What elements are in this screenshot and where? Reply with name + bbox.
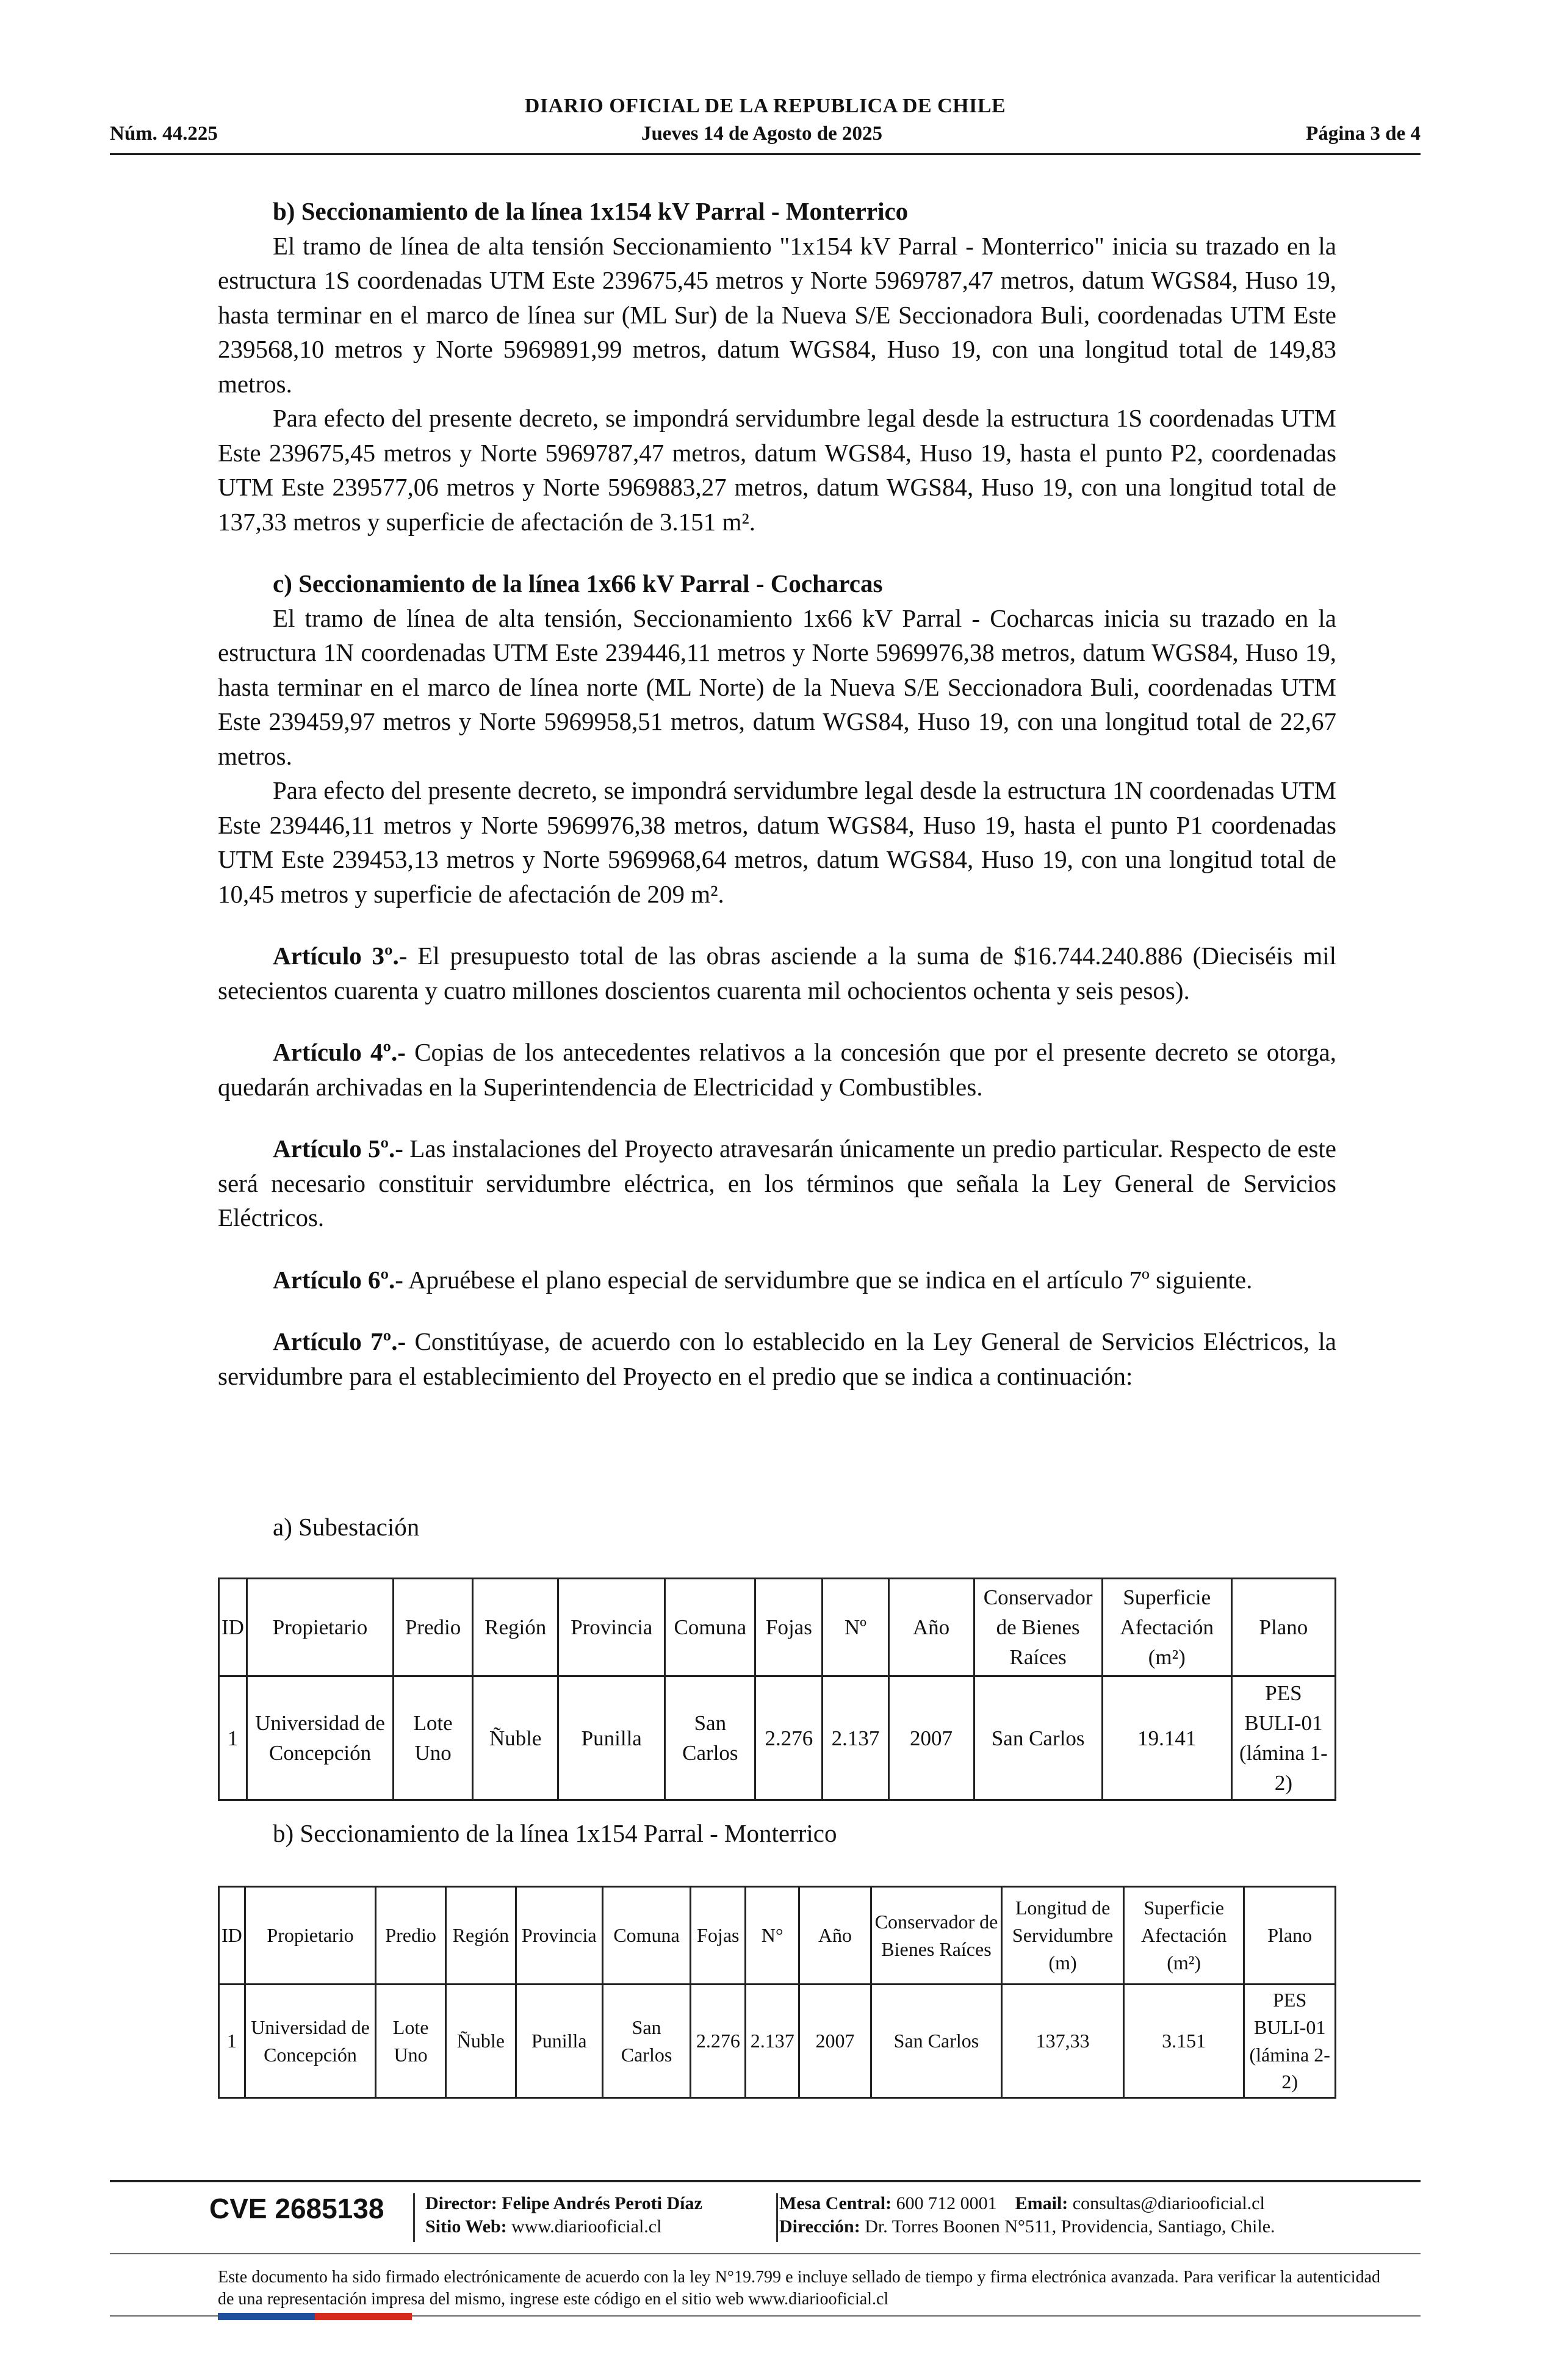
table-header-cell: ID [219,1579,247,1676]
article-4-text: Copias de los antecedentes relativos a la concesión que por el presente decreto se otorga, quedarán archivadas en la Superintendencia de Electricidad y Combustibles. [218,1038,1336,1101]
table-cell: 19.141 [1102,1676,1231,1800]
table-header-cell: N° [746,1887,799,1985]
table-cell: 1 [219,1985,245,2098]
table-cell: 3.151 [1123,1985,1244,2098]
flag-stripe [218,2313,412,2320]
email-address[interactable]: consultas@diariooficial.cl [1072,2193,1265,2213]
article-3-title: Artículo 3º.- [273,942,408,970]
article-6-title: Artículo 6º.- [273,1265,403,1294]
table-cell: San Carlos [974,1676,1102,1800]
table-cell: San Carlos [871,1985,1002,2098]
site-url[interactable]: www.diariooficial.cl [511,2216,662,2237]
table-header-cell: Año [799,1887,871,1985]
footer-separator [413,2193,415,2242]
email-label: Email: [1015,2193,1068,2213]
table-cell: Ñuble [473,1676,558,1800]
table-cell: Universidad de Concepción [245,1985,375,2098]
table-header-row [219,1579,1336,1676]
table-header-cell: Región [473,1579,558,1676]
document-body [218,194,1336,1393]
footer-contact-block [779,2192,1275,2238]
table-header-cell: Predio [394,1579,473,1676]
table-row [219,1676,1336,1800]
table-header-cell: Plano [1244,1887,1336,1985]
footer-director-block [425,2192,702,2238]
table-header-cell: Superficie Afectación (m²) [1123,1887,1244,1985]
issue-date: Jueves 14 de Agosto de 2025 [641,123,883,145]
director-name: Felipe Andrés Peroti Díaz [502,2193,702,2213]
table-header-cell: Provincia [516,1887,602,1985]
table-cell: Lote Uno [376,1985,446,2098]
article-5 [218,1131,1336,1235]
table-header-cell: Año [888,1579,974,1676]
table-header-cell: Nº [823,1579,888,1676]
section-c-heading: c) Seccionamiento de la línea 1x66 kV Parral - Cocharcas [273,569,883,597]
table-cell: San Carlos [665,1676,755,1800]
article-7 [218,1324,1336,1393]
article-4 [218,1035,1336,1104]
table-header-cell: Comuna [602,1887,691,1985]
section-b-paragraph-1: El tramo de línea de alta tensión Seccionamiento "1x154 kV Parral - Monterrico" inicia su trazado en la estructura 1S coordenadas UTM Este 239675,45 metros y Norte 5969787,47 metros, datum WGS84, Huso 19, hasta terminar en el marco de línea sur (ML Sur) de la Nueva S/E Seccionadora Buli, coordenadas UTM Este 239568,10 metros y Norte 5969891,99 metros, datum WGS84, Huso 19, con una longitud total de 149,83 metros. [218,231,1336,398]
table-2-label: b) Seccionamiento de la línea 1x154 Parral - Monterrico [273,1819,837,1847]
table-1-label: a) Subestación [273,1513,420,1541]
article-5-text: Las instalaciones del Proyecto atravesarán únicamente un predio particular. Respecto de este será necesario constituir servidumbre eléctrica, en los términos que señala la Ley General de Servicios Eléctricos. [218,1134,1337,1231]
header-row [110,123,1421,145]
table-header-cell: Fojas [755,1579,823,1676]
cve-code: CVE 2685138 [209,2193,384,2224]
table-header-cell: Plano [1231,1579,1335,1676]
article-4-title: Artículo 4º.- [273,1038,406,1066]
section-c-paragraph-1: El tramo de línea de alta tensión, Seccionamiento 1x66 kV Parral - Cocharcas inicia su trazado en la estructura 1N coordenadas UTM Este 239446,11 metros y Norte 5969976,38 metros, datum WGS84, Huso 19, hasta terminar en el marco de línea norte (ML Norte) de la Nueva S/E Seccionadora Buli, coordenadas UTM Este 239459,97 metros y Norte 5969958,51 metros, datum WGS84, Huso 19, con una longitud total de 22,67 metros. [218,604,1336,770]
mesa-label: Mesa Central: [779,2193,892,2213]
table-cell: PES BULI-01 (lámina 2-2) [1244,1985,1336,2098]
article-3-text: El presupuesto total de las obras asciende a la suma de $16.744.240.886 (Dieciséis mil setecientos cuarenta y cuatro millones doscientos cuarenta mil ochocientos ochenta y seis pesos). [218,942,1336,1004]
table-cell: 2.137 [746,1985,799,2098]
table-header-cell: Comuna [665,1579,755,1676]
article-3 [218,939,1336,1008]
section-b-paragraph-2: Para efecto del presente decreto, se impondrá servidumbre legal desde la estructura 1S coordenadas UTM Este 239675,45 metros y Norte 5969787,47 metros, datum WGS84, Huso 19, hasta el punto P2, coordenadas UTM Este 239577,06 metros y Norte 5969883,27 metros, datum WGS84, Huso 19, con una longitud total de 137,33 metros y superficie de afectación de 3.151 m². [218,404,1336,536]
article-7-title: Artículo 7º.- [273,1327,406,1355]
table-cell: 2.276 [691,1985,746,2098]
table-cell: Universidad de Concepción [247,1676,393,1800]
article-5-title: Artículo 5º.- [273,1134,403,1163]
table-header-cell: Predio [376,1887,446,1985]
issue-number: Núm. 44.225 [110,123,218,145]
section-c-paragraph-2: Para efecto del presente decreto, se impondrá servidumbre legal desde la estructura 1N coordenadas UTM Este 239446,11 metros y Norte 5969976,38 metros, datum WGS84, Huso 19, hasta el punto P1 coordenadas UTM Este 239453,13 metros y Norte 5969968,64 metros, datum WGS84, Huso 19, con una longitud total de 10,45 metros y superficie de afectación de 209 m². [218,776,1336,908]
page-number: Página 3 de 4 [1306,123,1421,145]
table-header-cell: Propietario [247,1579,393,1676]
publication-title: DIARIO OFICIAL DE LA REPUBLICA DE CHILE [524,95,1006,117]
table-cell: 2007 [888,1676,974,1800]
table-header-cell: Fojas [691,1887,746,1985]
table-cell: 2007 [799,1985,871,2098]
table-cell: 1 [219,1676,247,1800]
table-cell: 2.276 [755,1676,823,1800]
flag-blue-segment [218,2313,315,2320]
footer-rule-middle [110,2253,1421,2254]
page-footer [110,2180,1421,2339]
table-header-cell: Conservador de Bienes Raíces [871,1887,1002,1985]
table-header-cell: Longitud de Servidumbre (m) [1002,1887,1124,1985]
mesa-phone: 600 712 0001 [896,2193,997,2213]
signature-disclaimer: Este documento ha sido firmado electrónicamente de acuerdo con la ley N°19.799 e incluye sellado de tiempo y firma electrónica avanzada. Para verificar la autenticidad de una representación impresa del mismo, ingrese este código en el sitio web www.diariooficial.cl [218,2268,1380,2309]
table-cell: Punilla [516,1985,602,2098]
table-header-cell: Provincia [558,1579,665,1676]
address-text: Dr. Torres Boonen N°511, Providencia, Santiago, Chile. [865,2216,1275,2237]
flag-red-segment [315,2313,412,2320]
article-7-text: Constitúyase, de acuerdo con lo establecido en la Ley General de Servicios Eléctricos, la servidumbre para el establecimiento del Proyecto en el predio que se indica a continuación: [218,1327,1336,1390]
table-cell: Lote Uno [394,1676,473,1800]
table-header-cell: ID [219,1887,245,1985]
footer-rule-top [110,2180,1421,2182]
table-header-cell: Región [445,1887,516,1985]
section-b-heading: b) Seccionamiento de la línea 1x154 kV Parral - Monterrico [273,197,909,225]
table-header-row [219,1887,1336,1985]
page-header [110,95,1421,156]
table-row [219,1985,1336,2098]
footer-separator [776,2193,778,2242]
table-cell: Ñuble [445,1985,516,2098]
director-label: Director: [425,2193,497,2213]
address-label: Dirección: [779,2216,860,2237]
table-cell: 2.137 [823,1676,888,1800]
table-header-cell: Propietario [245,1887,375,1985]
seccionamiento-table [218,1886,1336,2099]
subestacion-table [218,1578,1336,1801]
article-6 [218,1263,1336,1297]
article-6-text: Apruébese el plano especial de servidumbre que se indica en el artículo 7º siguiente. [408,1265,1253,1294]
table-cell: PES BULI-01 (lámina 1-2) [1231,1676,1335,1800]
table-cell: 137,33 [1002,1985,1124,2098]
table-header-cell: Superficie Afectación (m²) [1102,1579,1231,1676]
table-cell: San Carlos [602,1985,691,2098]
site-label: Sitio Web: [425,2216,507,2237]
table-cell: Punilla [558,1676,665,1800]
table-header-cell: Conservador de Bienes Raíces [974,1579,1102,1676]
header-rule [110,153,1421,155]
